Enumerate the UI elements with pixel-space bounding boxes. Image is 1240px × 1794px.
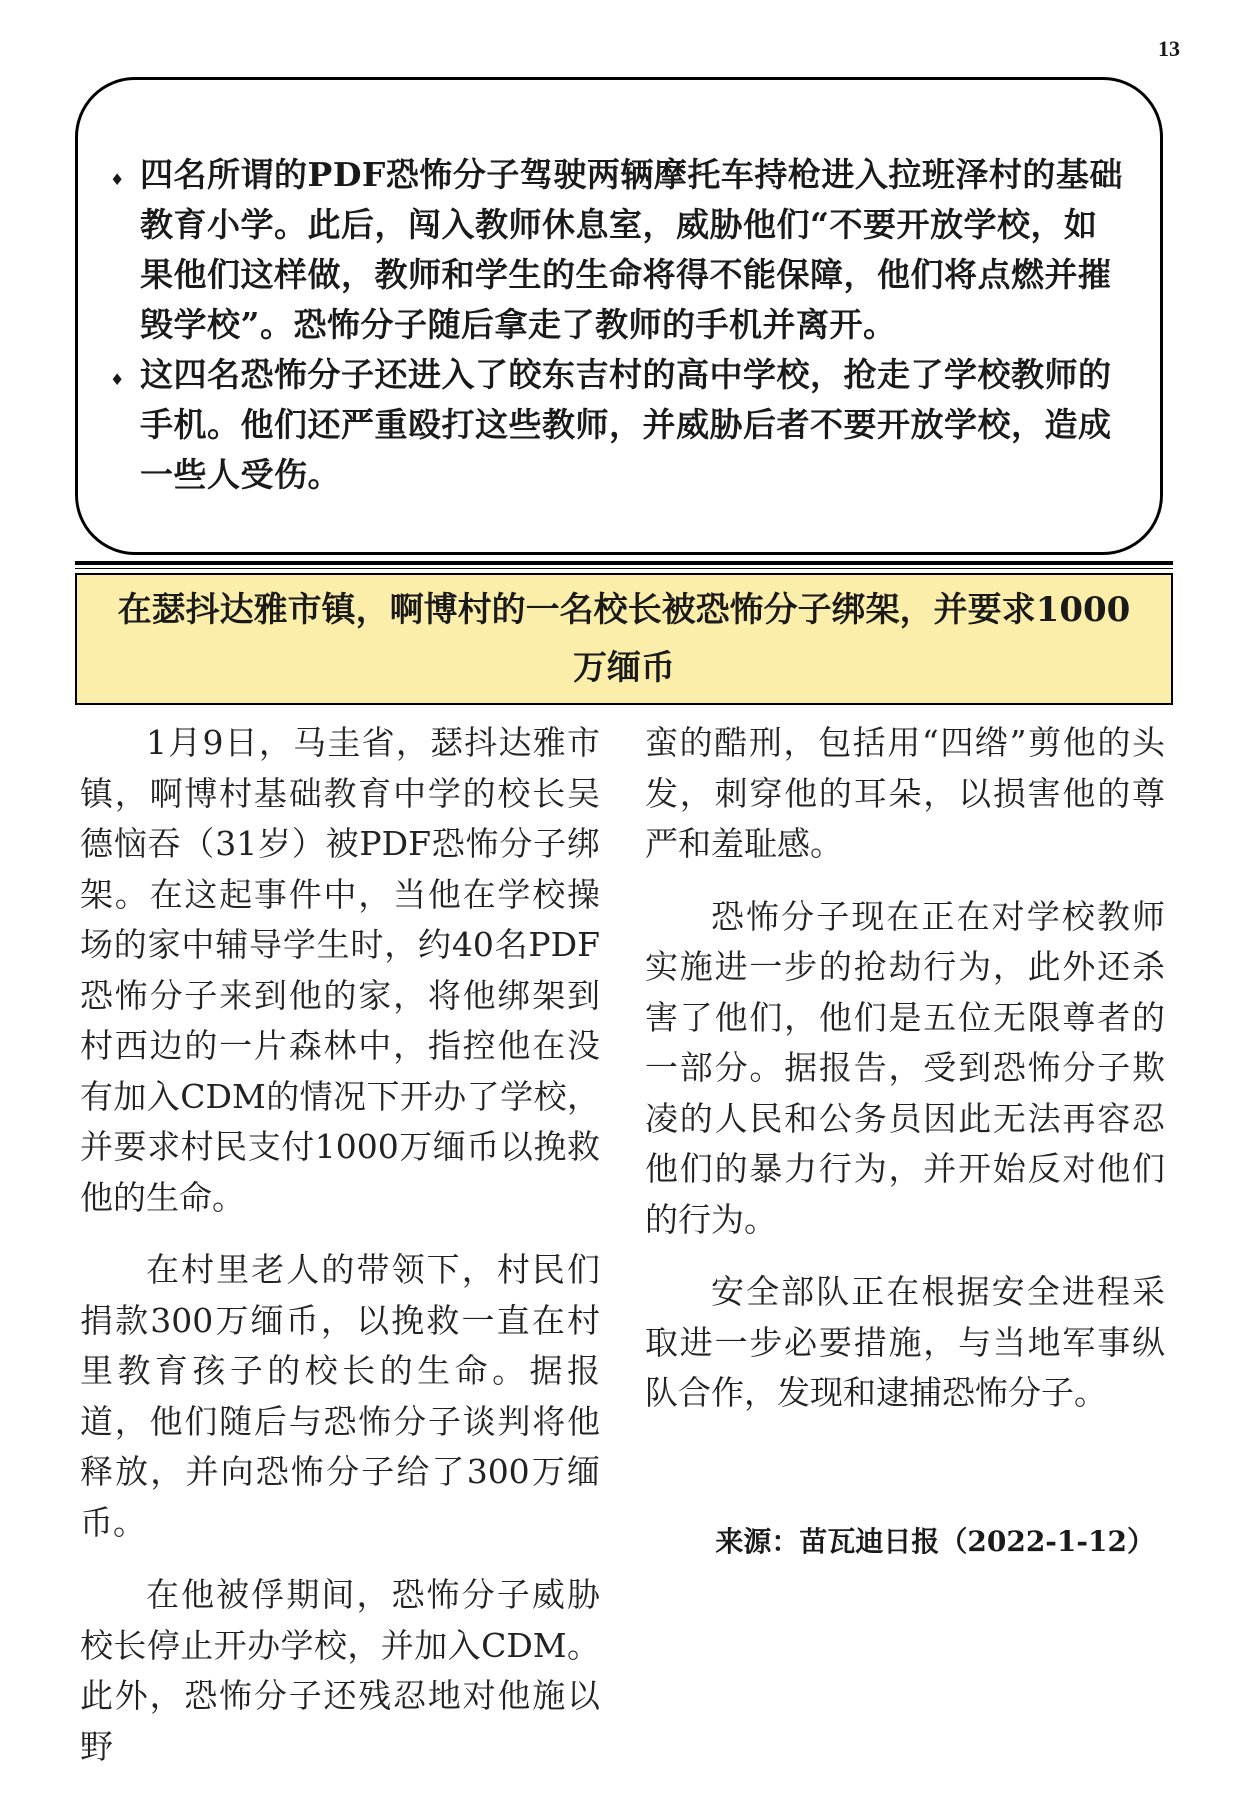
diamond-bullet-icon: ♦ bbox=[110, 170, 125, 189]
article-column-right bbox=[645, 718, 1165, 1441]
bullet-text: 四名所谓的PDF恐怖分子驾驶两辆摩托车持枪进入拉班泽村的基础教育小学。此后，闯入教师休息室，威胁他们“不要开放学校，如果他们这样做，教师和学生的生命将得不能保障，他们将点燃并摧毁学校”。恐怖分子随后拿走了教师的手机并离开。 bbox=[140, 155, 1123, 344]
source-citation: 来源：苗瓦迪日报（2022-1-12） bbox=[715, 1525, 1155, 1558]
article-paragraph: 在村里老人的带领下，村民们捐款300万缅币，以挽救一直在村里教育孩子的校长的生命。据报道，他们随后与恐怖分子谈判将他释放，并向恐怖分子给了300万缅币。 bbox=[80, 1250, 600, 1542]
divider-thin bbox=[75, 568, 1173, 569]
article-paragraph: 安全部队正在根据安全进程采取进一步必要措施，与当地军事纵队合作，发现和逮捕恐怖分子。 bbox=[645, 1272, 1165, 1412]
headline-box bbox=[75, 573, 1173, 705]
diamond-bullet-icon: ♦ bbox=[110, 370, 125, 389]
article-paragraph-continuation: 蛮的酷刑，包括用“四绺”剪他的头发，刺穿他的耳朵，以损害他的尊严和羞耻感。 bbox=[645, 723, 1165, 863]
article-paragraph: 在他被俘期间，恐怖分子威胁校长停止开办学校，并加入CDM。此外，恐怖分子还残忍地对他施以野 bbox=[80, 1575, 600, 1766]
bullet-box bbox=[75, 77, 1163, 555]
article-paragraph: 恐怖分子现在正在对学校教师实施进一步的抢劫行为，此外还杀害了他们，他们是五位无限尊者的一部分。据报告，受到恐怖分子欺凌的人民和公务员因此无法再容忍他们的暴力行为，并开始反对他们的行为。 bbox=[645, 896, 1165, 1239]
article-column-left bbox=[80, 718, 600, 1794]
page-number: 13 bbox=[1158, 36, 1180, 61]
headline: 在瑟抖达雅市镇，啊博村的一名校长被恐怖分子绑架，并要求1000万缅币 bbox=[117, 590, 1131, 688]
article-paragraph: 1月9日，马圭省，瑟抖达雅市镇，啊博村基础教育中学的校长吴德恼吞（31岁）被PDF恐怖分子绑架。在这起事件中，当他在学校操场的家中辅导学生时，约40名PDF恐怖分子来到他的家，将他绑架到村西边的一片森林中，指控他在没有加入CDM的情况下开办了学校，并要求村民支付1000万缅币以挽救他的生命。 bbox=[80, 723, 600, 1217]
bullet-item bbox=[102, 350, 1124, 500]
divider-thick bbox=[75, 561, 1173, 565]
bullet-item bbox=[102, 150, 1124, 350]
bullet-text: 这四名恐怖分子还进入了皎东吉村的高中学校，抢走了学校教师的手机。他们还严重殴打这些教师，并威胁后者不要开放学校，造成一些人受伤。 bbox=[140, 355, 1112, 494]
